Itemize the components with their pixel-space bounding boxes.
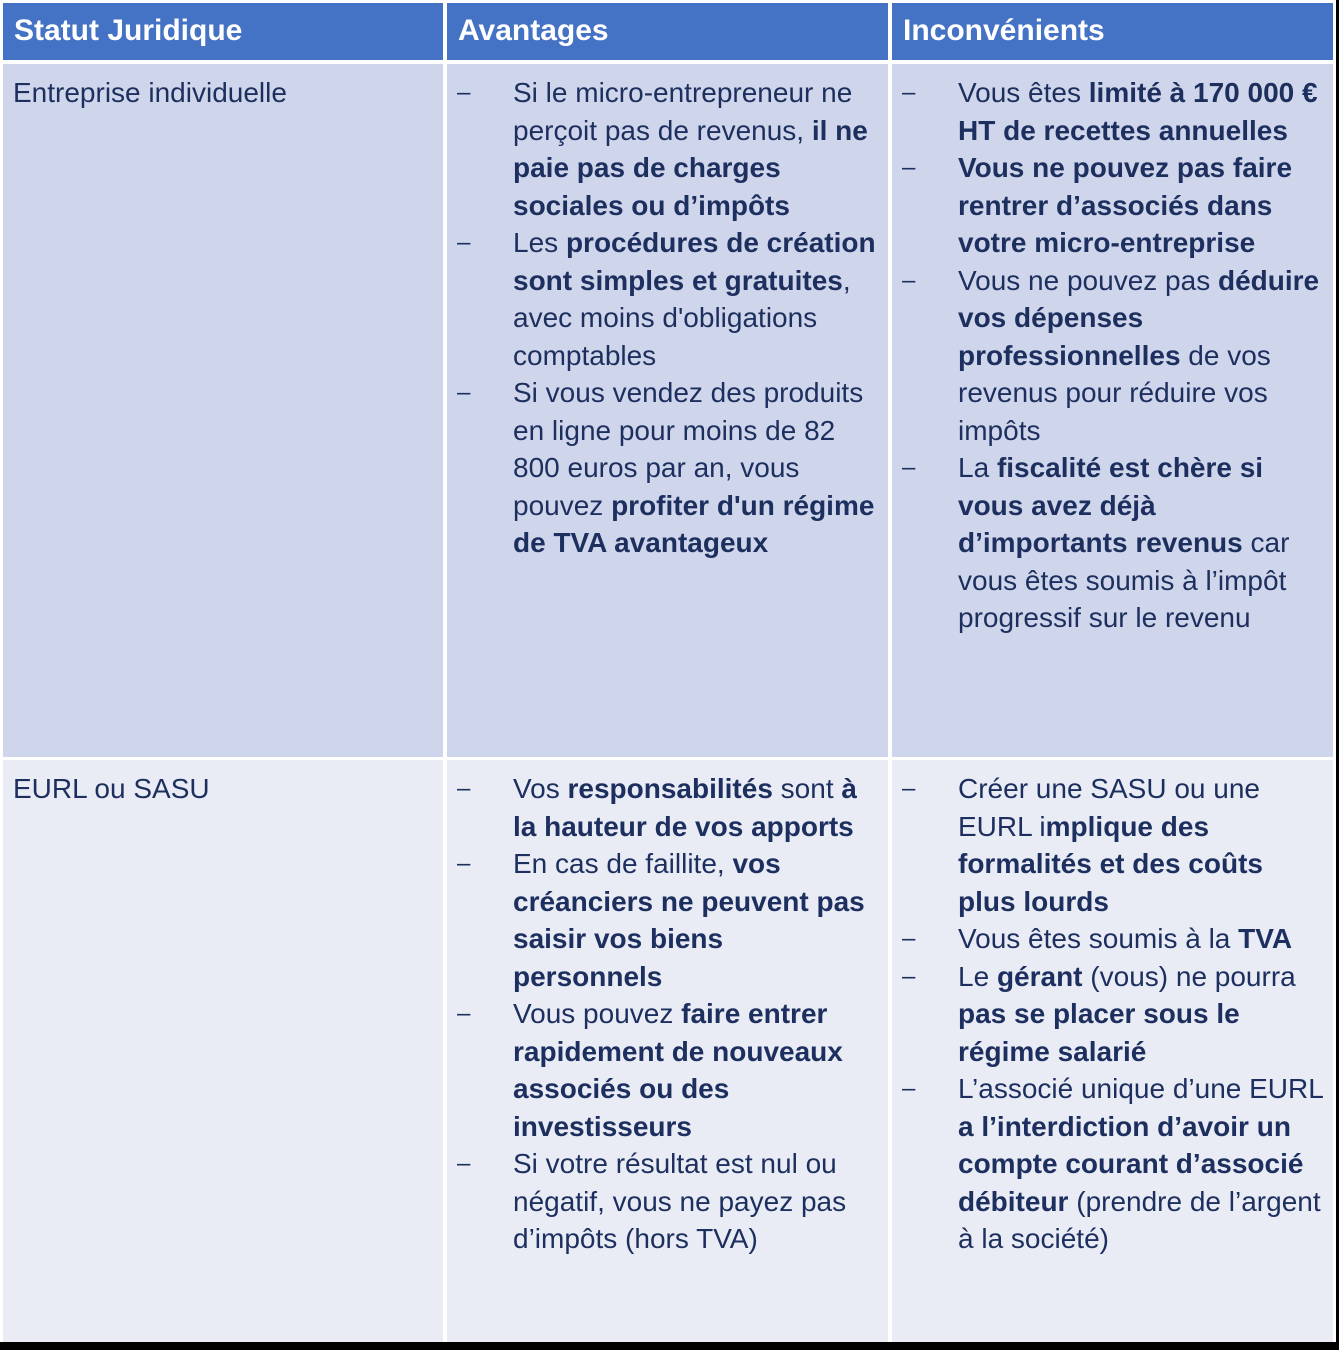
row-1-statut: Entreprise individuelle	[3, 64, 443, 757]
row-2-inconvenients	[892, 760, 1333, 1342]
list-item: – Vos responsabilités sont à la hauteur de vos apports	[447, 770, 888, 845]
header-inconvenients: Inconvénients	[892, 3, 1333, 60]
list-item: – Si votre résultat est nul ou négatif, vous ne payez pas d’impôts (hors TVA)	[447, 1145, 888, 1258]
list-item: – Vous ne pouvez pas déduire vos dépenses professionnelles de vos revenus pour réduire vos impôts	[892, 262, 1333, 450]
dash-bullet-icon: –	[902, 775, 916, 802]
row-1-inconvenients	[892, 64, 1333, 757]
dash-bullet-icon: –	[902, 1075, 916, 1102]
dash-bullet-icon: –	[902, 925, 916, 952]
header-avantages: Avantages	[447, 3, 888, 60]
dash-bullet-icon: –	[457, 850, 471, 877]
list-item: – Si le micro-entrepreneur ne perçoit pas de revenus, il ne paie pas de charges sociales ou d’impôts	[447, 74, 888, 224]
list-item: – Vous êtes soumis à la TVA	[892, 920, 1333, 958]
dash-bullet-icon: –	[902, 154, 916, 181]
list-item: – Le gérant (vous) ne pourra pas se placer sous le régime salarié	[892, 958, 1333, 1071]
row-2-statut: EURL ou SASU	[3, 760, 443, 1342]
list-item: – En cas de faillite, vos créanciers ne peuvent pas saisir vos biens personnels	[447, 845, 888, 995]
dash-bullet-icon: –	[457, 379, 471, 406]
list-item: – Créer une SASU ou une EURL implique des formalités et des coûts plus lourds	[892, 770, 1333, 920]
dash-bullet-icon: –	[457, 775, 471, 802]
row-2-avantages	[447, 760, 888, 1342]
dash-bullet-icon: –	[457, 1150, 471, 1177]
dash-bullet-icon: –	[902, 79, 916, 106]
list-item: – L’associé unique d’une EURL a l’interdiction d’avoir un compte courant d’associé débiteur (prendre de l’argent à la société)	[892, 1070, 1333, 1258]
list-item: – Les procédures de création sont simples et gratuites, avec moins d'obligations comptables	[447, 224, 888, 374]
dash-bullet-icon: –	[902, 266, 916, 294]
dash-bullet-icon: –	[457, 1000, 471, 1027]
list-item: – La fiscalité est chère si vous avez déjà d’importants revenus car vous êtes soumis à l’impôt progressif sur le revenu	[892, 449, 1333, 637]
row-1-avantages	[447, 64, 888, 757]
dash-bullet-icon: –	[902, 454, 916, 481]
dash-bullet-icon: –	[902, 962, 916, 990]
list-item: – Vous êtes limité à 170 000 € HT de recettes annuelles	[892, 74, 1333, 149]
list-item: – Si vous vendez des produits en ligne pour moins de 82 800 euros par an, vous pouvez profiter d'un régime de TVA avantageux	[447, 374, 888, 562]
header-statut: Statut Juridique	[3, 3, 443, 60]
list-item: – Vous pouvez faire entrer rapidement de nouveaux associés ou des investisseurs	[447, 995, 888, 1145]
dash-bullet-icon: –	[457, 79, 471, 106]
list-item: – Vous ne pouvez pas faire rentrer d’associés dans votre micro-entreprise	[892, 149, 1333, 262]
dash-bullet-icon: –	[457, 229, 471, 256]
